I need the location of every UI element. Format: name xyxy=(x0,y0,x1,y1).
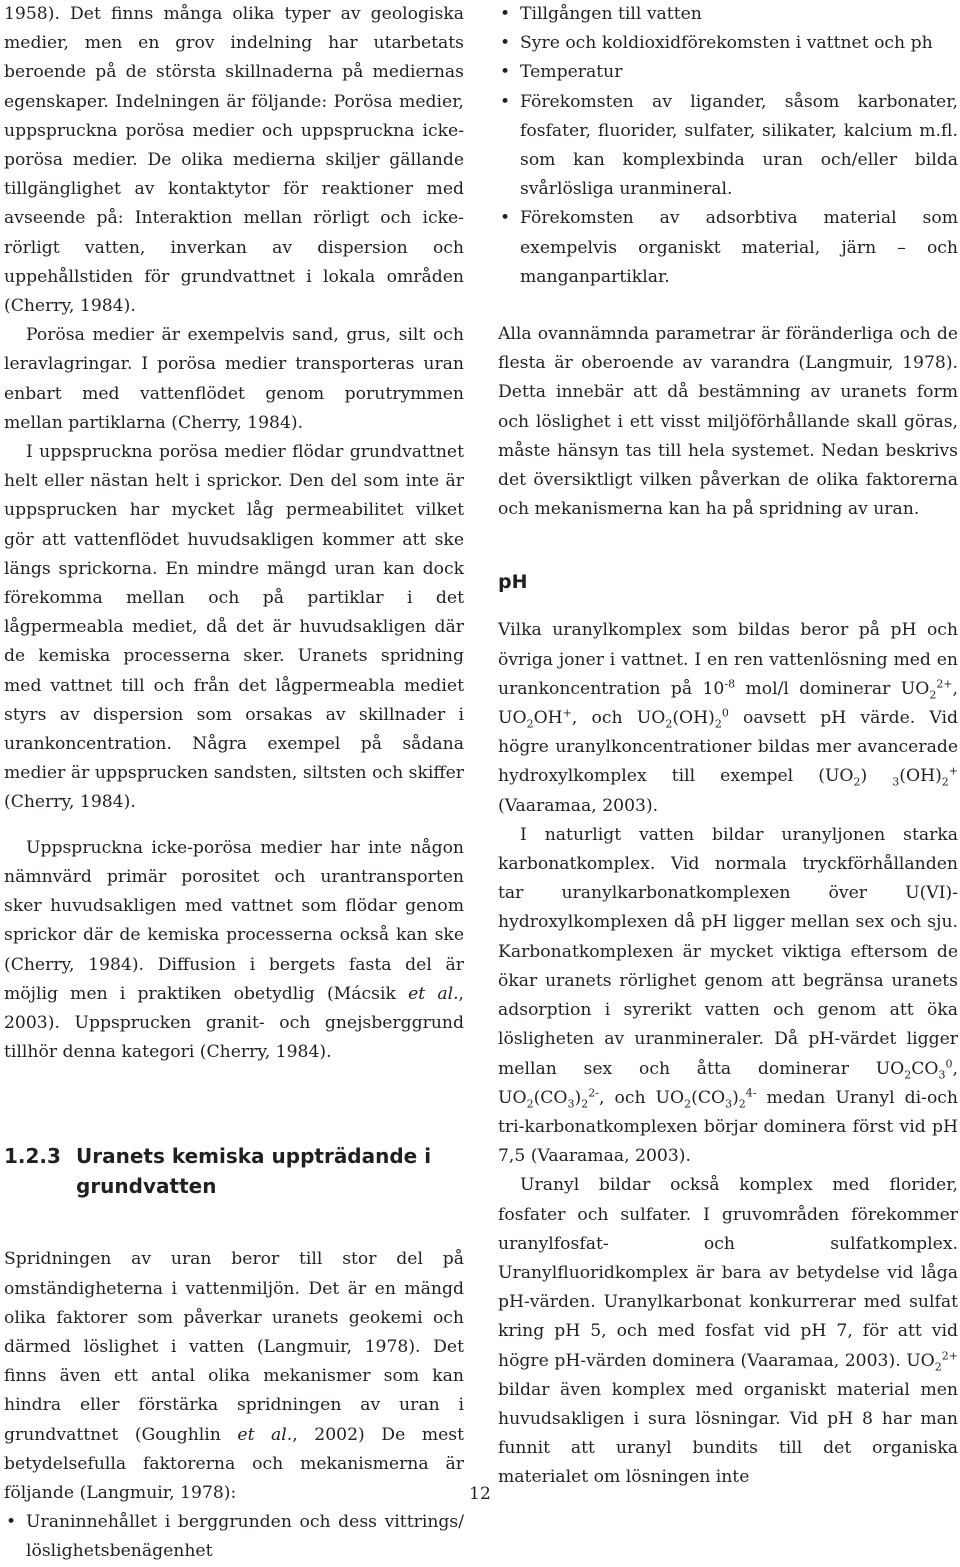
section-number: 1.2.3 xyxy=(4,1144,61,1169)
subheading-ph: pH xyxy=(498,571,528,594)
paragraph-carbonate-complexes: I naturligt vatten bildar uranyljonen starka karbonatkomplex. Vid normala tryckförhållanden tar uranylkarbonatkomplexen över U(VI)-hydroxylkomplexen då pH ligger mellan sex och sju. Karbonatkomplexen är mycket viktiga eftersom de ökar uranets rörlighet genom att begränsa uranets adsorption i syrerikt vatten och genom att öka lösligheten av uranmineraler. Då pH-värdet ligger mellan sex och åtta dominerar $UO_2CO_3^0$, $UO_2(CO_3)_2^{2-}$, och $UO_2(CO_3)_2^{4-}$ medan Uranyl di-och tri-karbonatkomplexen börjar dominera först vid pH 7,5 (Vaaramaa, 2003). xyxy=(498,824,958,1167)
paragraph-fractured-nonporous-media: Uppspruckna icke-porösa medier har inte någon nämnvärd primär porositet och urantransporten sker huvudsakligen med vattnet som flödar genom sprickor där de kemiska processerna också kan ske (Cherry, 1984). Diffusion i bergets fasta del är möjlig men i praktiken obetydlig (Mácsik et al., 2003). Uppsprucken granit- och gnejsberggrund tillhör denna kategori (Cherry, 1984). xyxy=(4,837,464,1063)
list-item: • Tillgången till vatten xyxy=(498,0,958,29)
section-heading xyxy=(4,1141,464,1201)
paragraph-ph-uranyl: Vilka uranylkomplex som bildas beror på pH och övriga joner i vattnet. I en ren vattenlösning med en urankoncentration på $10^{-8}$ mol/l dominerar $UO_2^{2+}$, $UO_2OH^+$, och $UO_2(OH)_2^0$ oavsett pH värde. Vid högre uranylkoncentrationer bildas mer avancerade hydroxylkomplex till exempel $(UO_2)$ $_3(OH)_2^+$ (Vaaramaa, 2003). xyxy=(498,620,958,816)
factor-list-right xyxy=(498,0,958,292)
right-column xyxy=(498,0,958,1493)
paragraph-geological-media: 1958). Det finns många olika typer av geologiska medier, men en grov indelning har utarbetats beroende på de största skillnaderna på mediernas egenskaper. Indelningen är följande: Porösa medier, uppspruckna porösa medier och uppspruckna icke-porösa medier. De olika medierna skiljer gällande tillgänglighet av kontaktytor för reaktioner med avseende på: Interaktion mellan rörligt och icke-rörligt vatten, inverkan av dispersion och uppehållstiden för grundvattnet i lokala områden (Cherry, 1984). xyxy=(4,4,464,317)
list-item: • Uraninnehållet i berggrunden och dess vittrings/ löslighetsbenägenhet xyxy=(4,1508,464,1566)
paragraph-porous-media: Porösa medier är exempelvis sand, grus, silt och leravlagringar. I porösa medier transporteras uran enbart med vattenflödet genom porutrymmen mellan partiklarna (Cherry, 1984). xyxy=(4,325,464,433)
paragraph-uranium-spreading: Spridningen av uran beror till stor del på omständigheterna i vattenmiljön. Det är en mängd olika faktorer som påverkar uranets geokemi och därmed löslighet i vatten (Langmuir, 1978). Det finns även ett antal olika mekanismer som kan hindra eller förstärka spridningen av uran i grundvattnet (Goughlin et al., 2002) De mest betydelsefulla faktorerna och mekanismerna är följande (Langmuir, 1978): xyxy=(4,1249,465,1503)
section-title: Uranets kemiska uppträdande i grundvatten xyxy=(76,1144,432,1199)
left-column xyxy=(4,0,464,1567)
paragraph-fractured-porous-media: I uppspruckna porösa medier flödar grundvattnet helt eller nästan helt i sprickor. Den del som inte är uppsprucken har mycket låg permeabilitet vilket gör att vattenflödet huvudsakligen kommer att ske längs sprickorna. En mindre mängd uran kan dock förekomma mellan och på partiklar i det lågpermeabla mediet, då det är huvudsakligen där de kemiska processerna sker. Uranets spridning med vattnet till och från det lågpermeabla mediet styrs av dispersion som orsakas av skillnader i urankoncentration. Några exempel på sådana medier är uppsprucken sandsten, siltsten och skiffer (Cherry, 1984). xyxy=(4,442,464,813)
list-item: • Temperatur xyxy=(498,58,958,87)
list-item: • Förekomsten av ligander, såsom karbonater, fosfater, fluorider, sulfater, silikater, kalcium m.fl. som kan komplexbinda uran och/eller bilda svårlösliga uranmineral. xyxy=(498,88,958,205)
factor-list-left xyxy=(4,1508,464,1566)
paragraph-uranyl-complexes: Uranyl bildar också komplex med florider, fosfater och sulfater. I gruvområden förekommer uranylfosfat- och sulfatkomplex. Uranylfluoridkomplex är bara av betydelse vid låga pH-värden. Uranylkarbonat konkurrerar med sulfat kring pH 5, och med fosfat vid pH 7, för att vid högre pH-värden dominera (Vaaramaa, 2003). $UO_2^{2+}$ bildar även komplex med organiskt material men huvudsakligen i sura lösningar. Vid pH 8 har man funnit att uranyl bundits till det organiska materialet om lösningen inte xyxy=(498,1175,958,1488)
list-item: • Förekomsten av adsorbtiva material som exempelvis organiskt material, järn – och manganpartiklar. xyxy=(498,204,958,292)
page-number: 12 xyxy=(469,1484,491,1504)
list-item: • Syre och koldioxidförekomsten i vattnet och ph xyxy=(498,29,958,58)
paragraph-parameters: Alla ovannämnda parametrar är föränderliga och de flesta är oberoende av varandra (Langmuir, 1978). Detta innebär att då bestämning av uranets form och löslighet i ett visst miljöförhållande skall göras, måste hänsyn tas till hela systemet. Nedan beskrivs det översiktligt vilken påverkan de olika faktorerna och mekanismerna kan ha på spridning av uran. xyxy=(498,324,958,520)
